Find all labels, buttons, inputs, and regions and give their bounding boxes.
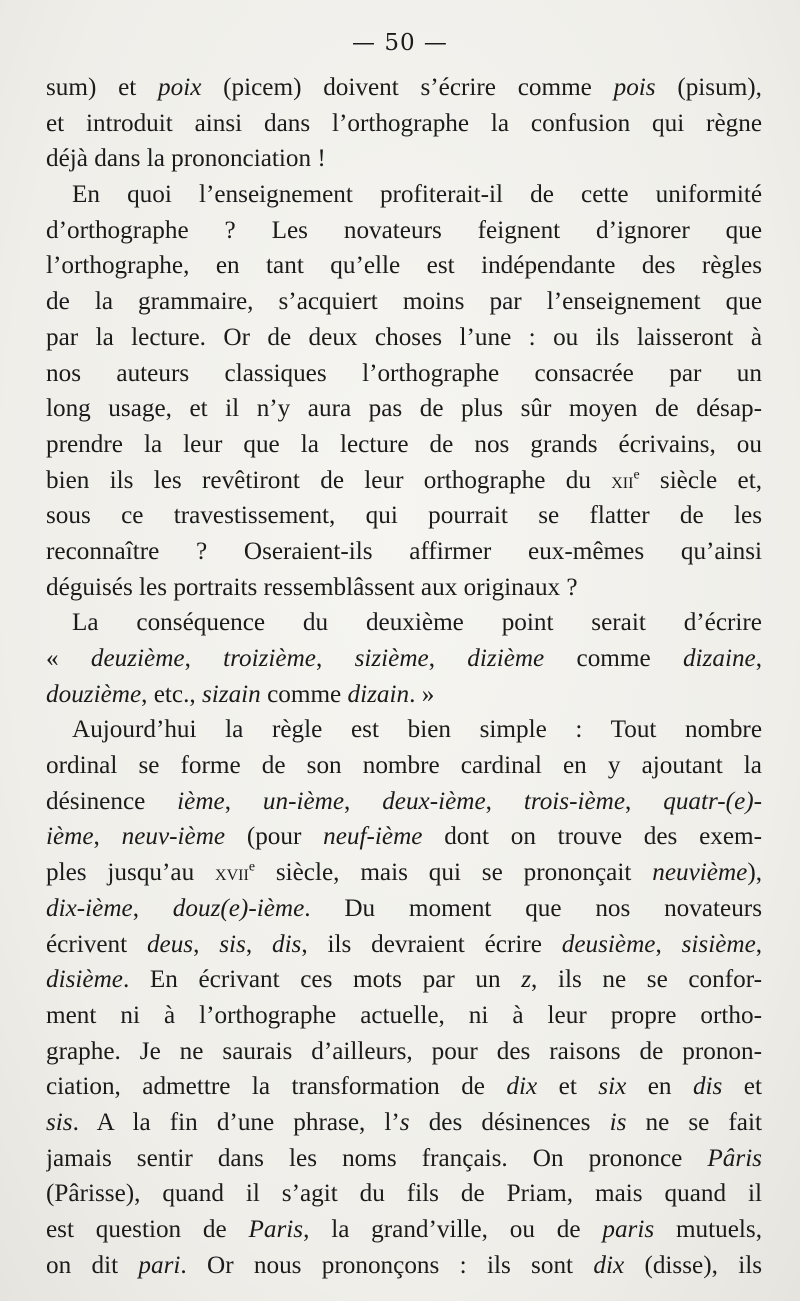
italic-word: dizaine — [682, 645, 756, 672]
text-line: et introduit ainsi dans l’orthographe la confusion qui règne — [46, 109, 762, 137]
text-line: long usage, et il n’y aura pas de plus sûr moyen de désap- — [46, 395, 762, 423]
text-line: écrivent deus, sis, dis, ils devraient écrire deusième, sisième, — [46, 930, 762, 958]
superscript: e — [248, 858, 255, 874]
italic-word: dix — [593, 1251, 625, 1279]
text-line: déguisés les portraits ressemblâssent aux originaux ? — [46, 573, 578, 601]
text-line: (Pârisse), quand il s’agit du fils de Priam, mais quand il — [46, 1180, 762, 1208]
roman-numeral: xii — [611, 467, 634, 493]
italic-word: sis — [46, 1108, 73, 1136]
italic-word: deux-ième — [382, 787, 486, 815]
text-line: nos auteurs classiques l’orthographe consacrée par un — [46, 359, 762, 387]
text-line: ples jusqu’au xvii$^e$ siècle, mais qui se prononçait neuvième), — [46, 858, 762, 887]
italic-word: Pâris — [707, 1144, 762, 1172]
italic-word: troizième — [223, 645, 316, 672]
text-line: ième, neuv-ième (pour neuf-ième dont on trouve des exem- — [46, 823, 762, 851]
italic-word: deusième — [561, 930, 656, 958]
italic-word: s — [399, 1108, 410, 1136]
text-line: La conséquence du deuxième point serait d’écrire — [72, 609, 762, 637]
text-line: Aujourd’hui la règle est bien simple : Tout nombre — [72, 716, 762, 744]
text-line: « deuzième, troizième, sizième, dizième comme dizaine, — [46, 645, 762, 672]
text-line: de la grammaire, s’acquiert moins par l’enseignement que — [46, 288, 762, 316]
text-line: désinence ième, un-ième, deux-ième, trois-ième, quatr-(e)- — [46, 787, 762, 815]
text-line: En quoi l’enseignement profiterait-il de cette uniformité — [72, 181, 762, 209]
text-line: dix-ième, douz(e)-ième. Du moment que nos novateurs — [46, 894, 762, 922]
text-line: ment ni à l’orthographe actuelle, ni à leur propre ortho- — [46, 1001, 762, 1029]
text-line: par la lecture. Or de deux choses l’une : ou ils laisseront à — [46, 323, 762, 351]
text-line: ciation, admettre la transformation de dix et six en dis et — [46, 1073, 762, 1101]
text-line: bien ils les revêtiront de leur orthographe du xii$^e$ siècle et, — [46, 466, 762, 494]
italic-word: sizième — [354, 645, 429, 672]
text-line: ordinal se forme de son nombre cardinal en y ajoutant la — [46, 752, 762, 780]
text-line: douzième, etc., sizain comme dizain. » — [46, 680, 435, 708]
italic-word: deus — [146, 930, 194, 958]
italic-word: paris — [602, 1216, 655, 1243]
italic-word: neuf-ième — [323, 823, 423, 851]
italic-word: neuv-ième — [121, 823, 226, 851]
italic-word: ième — [46, 823, 94, 851]
italic-word: quatr-(e)- — [663, 787, 762, 815]
text-line: graphe. Je ne saurais d’ailleurs, pour des raisons de pronon- — [46, 1037, 762, 1065]
italic-word: disième — [46, 966, 123, 994]
italic-word: sisième — [681, 930, 756, 958]
italic-word: sis — [219, 930, 246, 958]
italic-word: dis — [271, 930, 302, 958]
text-line: est question de Paris, la grand’ville, ou de paris mutuels, — [46, 1216, 762, 1243]
text-line: jamais sentir dans les noms français. On prononce Pâris — [46, 1144, 762, 1172]
italic-word: dizain — [347, 680, 410, 708]
text-line: disième. En écrivant ces mots par un z, ils ne se confor- — [46, 966, 762, 994]
text-line: d’orthographe ? Les novateurs feignent d’ignorer que — [46, 216, 762, 244]
italic-word: dizième — [467, 645, 545, 672]
page-number: — 50 — — [352, 30, 448, 56]
italic-word: un-ième — [262, 787, 345, 815]
italic-word: pari — [138, 1251, 181, 1279]
italic-word: sizain — [201, 680, 261, 708]
italic-word: douzième — [46, 680, 142, 708]
text-line: sum) et poix (picem) doivent s’écrire comme pois (pisum), — [46, 74, 762, 101]
text-line: prendre la leur que la lecture de nos grands écrivains, ou — [46, 430, 762, 458]
italic-word: deuzième — [90, 645, 185, 672]
italic-word: six — [598, 1073, 627, 1101]
text-line: sous ce travestissement, qui pourrait se flatter de les — [46, 502, 762, 530]
roman-numeral: xvii — [215, 860, 249, 886]
text-line: l’orthographe, en tant qu’elle est indépendante des règles — [46, 252, 762, 280]
italic-word: ième — [177, 787, 225, 815]
italic-word: douz(e)-ième — [172, 894, 305, 922]
italic-word: dix-ième — [46, 894, 133, 922]
italic-word: dix — [506, 1073, 538, 1101]
italic-word: is — [609, 1108, 627, 1136]
text-line: reconnaître ? Oseraient-ils affirmer eux-mêmes qu’ainsi — [46, 537, 762, 565]
body-text — [46, 70, 762, 1283]
italic-word: poix — [158, 74, 202, 101]
italic-word: trois-ième — [523, 787, 626, 815]
italic-word: pois — [613, 74, 656, 101]
text-line: déjà dans la prononciation ! — [46, 145, 326, 173]
italic-word: neuvième — [652, 859, 748, 887]
italic-word: dis — [692, 1073, 723, 1101]
italic-word: Paris — [248, 1216, 304, 1243]
text-line: sis. A la fin d’une phrase, l’s des désinences is ne se fait — [46, 1108, 762, 1136]
text-line: on dit pari. Or nous prononçons : ils sont dix (disse), ils — [46, 1251, 762, 1279]
italic-word: z — [521, 966, 532, 994]
superscript: e — [633, 466, 640, 482]
